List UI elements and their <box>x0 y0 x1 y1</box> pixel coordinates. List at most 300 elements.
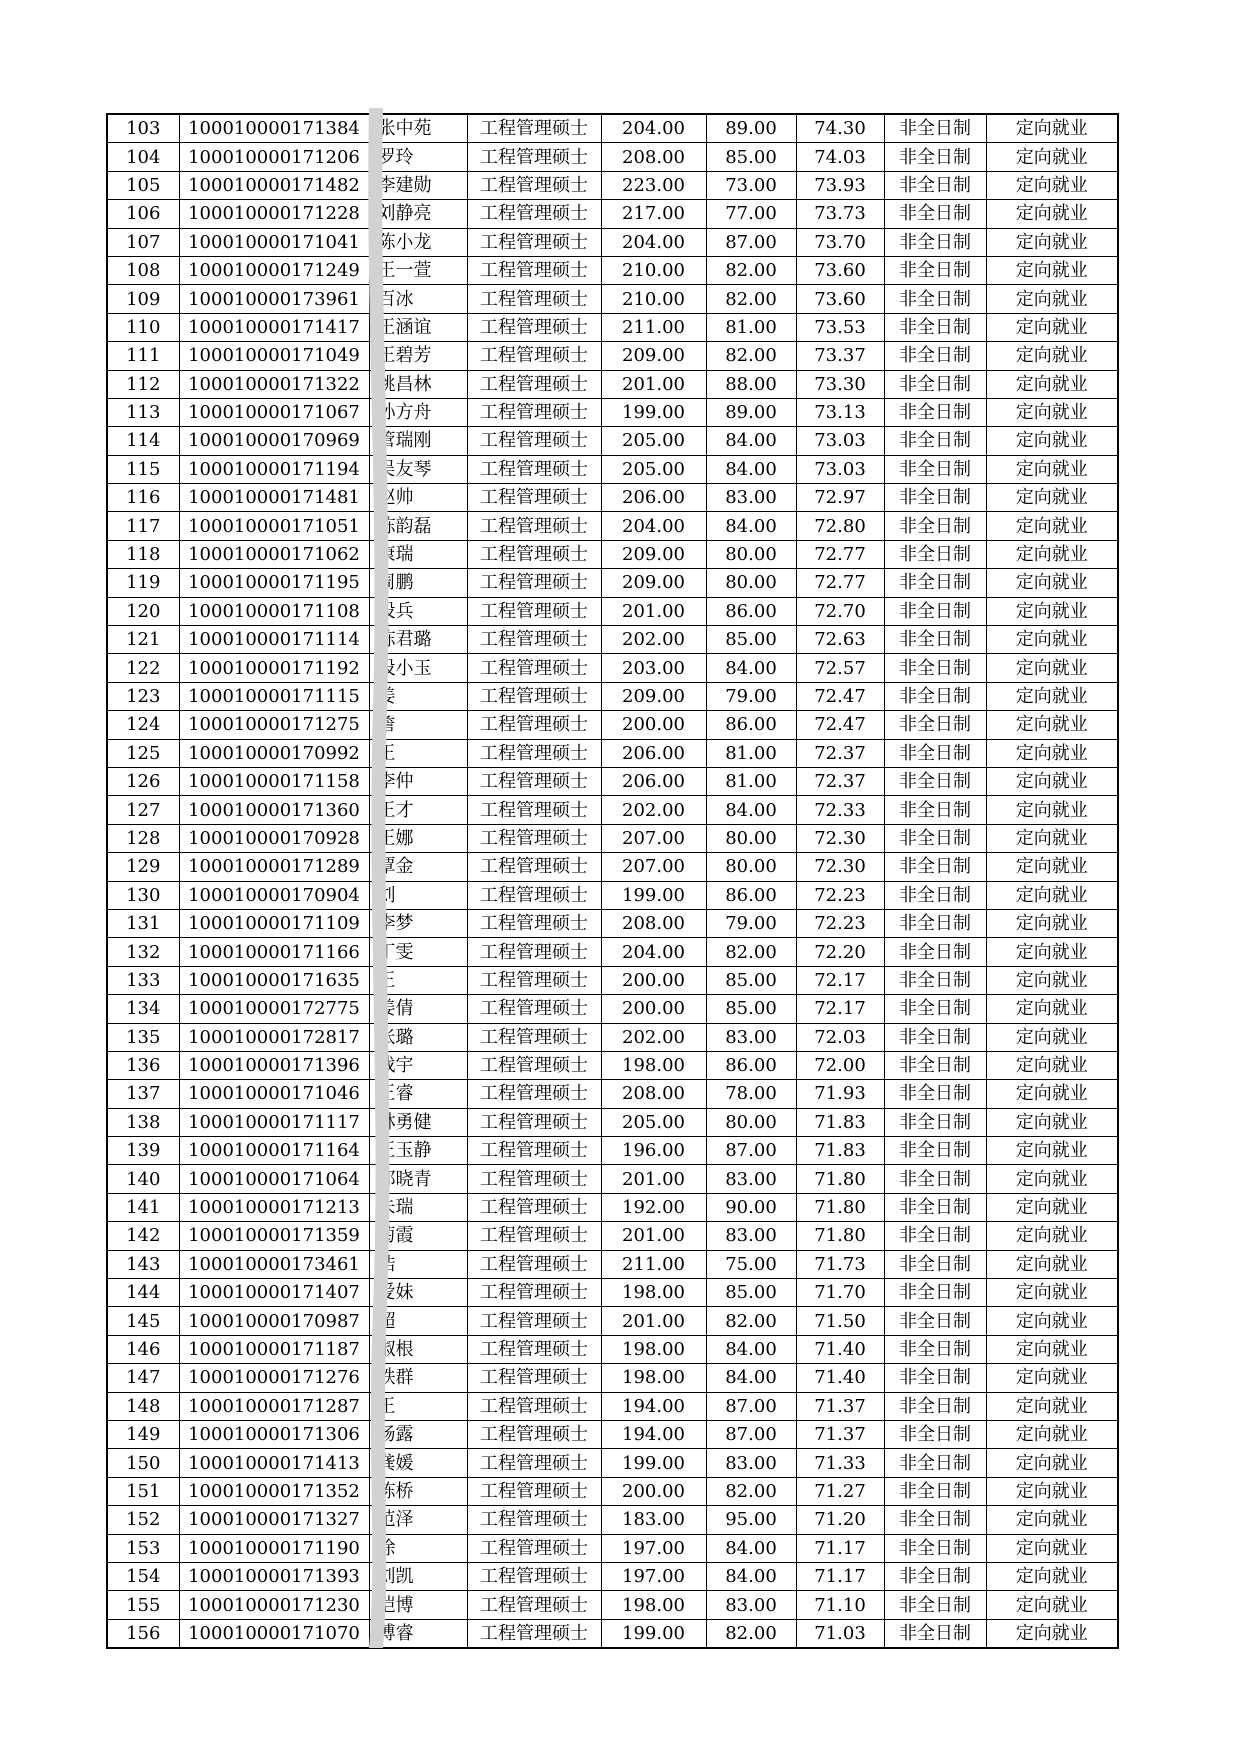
row-number-cell: 109 <box>107 285 179 313</box>
total-score-cell: 72.37 <box>796 739 884 767</box>
row-number-cell: 153 <box>107 1534 179 1562</box>
candidate-id-cell: 100010000171062 <box>179 540 369 568</box>
total-score-cell: 72.00 <box>796 1051 884 1079</box>
employment-type-cell: 定向就业 <box>986 1392 1118 1420</box>
interview-score-cell: 82.00 <box>706 1307 796 1335</box>
initial-score-cell: 199.00 <box>601 1619 706 1648</box>
initial-score-cell: 197.00 <box>601 1562 706 1590</box>
total-score-cell: 73.60 <box>796 256 884 284</box>
candidate-id-cell: 100010000171230 <box>179 1591 369 1619</box>
total-score-cell: 71.17 <box>796 1534 884 1562</box>
table-row <box>107 370 1118 398</box>
study-mode-cell: 非全日制 <box>884 824 986 852</box>
total-score-cell: 72.20 <box>796 938 884 966</box>
table-row <box>107 1307 1118 1335</box>
table-row <box>107 853 1118 881</box>
interview-score-cell: 83.00 <box>706 1023 796 1051</box>
major-cell: 工程管理硕士 <box>467 512 601 540</box>
total-score-cell: 72.23 <box>796 909 884 937</box>
initial-score-cell: 205.00 <box>601 1108 706 1136</box>
row-number-cell: 142 <box>107 1222 179 1250</box>
table-row <box>107 881 1118 909</box>
table-row <box>107 1193 1118 1221</box>
study-mode-cell: 非全日制 <box>884 739 986 767</box>
initial-score-cell: 199.00 <box>601 881 706 909</box>
initial-score-cell: 201.00 <box>601 1165 706 1193</box>
table-row <box>107 398 1118 426</box>
study-mode-cell: 非全日制 <box>884 1534 986 1562</box>
table-row <box>107 739 1118 767</box>
total-score-cell: 71.80 <box>796 1193 884 1221</box>
candidate-id-cell: 100010000171635 <box>179 966 369 994</box>
total-score-cell: 71.40 <box>796 1364 884 1392</box>
candidate-name-cell: 李仲 <box>369 767 467 795</box>
candidate-id-cell: 100010000171041 <box>179 228 369 256</box>
row-number-cell: 145 <box>107 1307 179 1335</box>
interview-score-cell: 81.00 <box>706 739 796 767</box>
candidate-id-cell: 100010000171166 <box>179 938 369 966</box>
employment-type-cell: 定向就业 <box>986 200 1118 228</box>
total-score-cell: 71.50 <box>796 1307 884 1335</box>
candidate-id-cell: 100010000171195 <box>179 569 369 597</box>
study-mode-cell: 非全日制 <box>884 114 986 143</box>
study-mode-cell: 非全日制 <box>884 398 986 426</box>
study-mode-cell: 非全日制 <box>884 597 986 625</box>
total-score-cell: 72.17 <box>796 966 884 994</box>
initial-score-cell: 204.00 <box>601 512 706 540</box>
candidate-id-cell: 100010000171194 <box>179 455 369 483</box>
study-mode-cell: 非全日制 <box>884 654 986 682</box>
initial-score-cell: 201.00 <box>601 1307 706 1335</box>
total-score-cell: 72.37 <box>796 767 884 795</box>
initial-score-cell: 199.00 <box>601 398 706 426</box>
initial-score-cell: 200.00 <box>601 1477 706 1505</box>
total-score-cell: 72.03 <box>796 1023 884 1051</box>
employment-type-cell: 定向就业 <box>986 1023 1118 1051</box>
study-mode-cell: 非全日制 <box>884 1307 986 1335</box>
table-row <box>107 1279 1118 1307</box>
interview-score-cell: 82.00 <box>706 285 796 313</box>
initial-score-cell: 200.00 <box>601 966 706 994</box>
admission-list-table <box>106 113 1119 1649</box>
initial-score-cell: 208.00 <box>601 1080 706 1108</box>
table-row <box>107 1165 1118 1193</box>
row-number-cell: 146 <box>107 1335 179 1363</box>
candidate-name-cell: 刘静亮 <box>369 200 467 228</box>
candidate-id-cell: 100010000171108 <box>179 597 369 625</box>
initial-score-cell: 199.00 <box>601 1449 706 1477</box>
candidate-name-cell: 王一萱 <box>369 256 467 284</box>
major-cell: 工程管理硕士 <box>467 1420 601 1448</box>
table-row <box>107 767 1118 795</box>
table-row <box>107 1449 1118 1477</box>
candidate-id-cell: 100010000171359 <box>179 1222 369 1250</box>
candidate-name-cell: 管瑞刚 <box>369 427 467 455</box>
interview-score-cell: 77.00 <box>706 200 796 228</box>
interview-score-cell: 87.00 <box>706 1392 796 1420</box>
total-score-cell: 72.47 <box>796 711 884 739</box>
employment-type-cell: 定向就业 <box>986 796 1118 824</box>
total-score-cell: 71.83 <box>796 1108 884 1136</box>
interview-score-cell: 75.00 <box>706 1250 796 1278</box>
candidate-name-cell: 王碧芳 <box>369 342 467 370</box>
study-mode-cell: 非全日制 <box>884 1364 986 1392</box>
employment-type-cell: 定向就业 <box>986 1279 1118 1307</box>
major-cell: 工程管理硕士 <box>467 398 601 426</box>
interview-score-cell: 80.00 <box>706 824 796 852</box>
interview-score-cell: 84.00 <box>706 455 796 483</box>
candidate-name-cell: 博睿 <box>369 1619 467 1648</box>
study-mode-cell: 非全日制 <box>884 313 986 341</box>
row-number-cell: 108 <box>107 256 179 284</box>
initial-score-cell: 198.00 <box>601 1591 706 1619</box>
total-score-cell: 73.13 <box>796 398 884 426</box>
row-number-cell: 107 <box>107 228 179 256</box>
row-number-cell: 120 <box>107 597 179 625</box>
major-cell: 工程管理硕士 <box>467 796 601 824</box>
study-mode-cell: 非全日制 <box>884 540 986 568</box>
employment-type-cell: 定向就业 <box>986 711 1118 739</box>
candidate-name-cell: 恺博 <box>369 1591 467 1619</box>
major-cell: 工程管理硕士 <box>467 995 601 1023</box>
row-number-cell: 126 <box>107 767 179 795</box>
table-row <box>107 1477 1118 1505</box>
total-score-cell: 71.10 <box>796 1591 884 1619</box>
major-cell: 工程管理硕士 <box>467 1137 601 1165</box>
row-number-cell: 143 <box>107 1250 179 1278</box>
candidate-name-cell: 姜 <box>369 682 467 710</box>
table-row <box>107 966 1118 994</box>
row-number-cell: 147 <box>107 1364 179 1392</box>
candidate-id-cell: 100010000171187 <box>179 1335 369 1363</box>
initial-score-cell: 208.00 <box>601 143 706 171</box>
candidate-name-cell: 李梦 <box>369 909 467 937</box>
major-cell: 工程管理硕士 <box>467 313 601 341</box>
total-score-cell: 72.77 <box>796 569 884 597</box>
study-mode-cell: 非全日制 <box>884 1506 986 1534</box>
candidate-id-cell: 100010000171115 <box>179 682 369 710</box>
total-score-cell: 72.97 <box>796 484 884 512</box>
candidate-name-cell: 赵帅 <box>369 484 467 512</box>
interview-score-cell: 81.00 <box>706 313 796 341</box>
initial-score-cell: 202.00 <box>601 626 706 654</box>
major-cell: 工程管理硕士 <box>467 1279 601 1307</box>
interview-score-cell: 80.00 <box>706 853 796 881</box>
major-cell: 工程管理硕士 <box>467 1392 601 1420</box>
table-row <box>107 711 1118 739</box>
initial-score-cell: 205.00 <box>601 427 706 455</box>
initial-score-cell: 201.00 <box>601 597 706 625</box>
initial-score-cell: 198.00 <box>601 1279 706 1307</box>
major-cell: 工程管理硕士 <box>467 853 601 881</box>
table-row <box>107 654 1118 682</box>
employment-type-cell: 定向就业 <box>986 1080 1118 1108</box>
row-number-cell: 150 <box>107 1449 179 1477</box>
interview-score-cell: 85.00 <box>706 626 796 654</box>
table-row <box>107 1108 1118 1136</box>
study-mode-cell: 非全日制 <box>884 1420 986 1448</box>
candidate-id-cell: 100010000171046 <box>179 1080 369 1108</box>
employment-type-cell: 定向就业 <box>986 1591 1118 1619</box>
table-row <box>107 909 1118 937</box>
candidate-id-cell: 100010000171228 <box>179 200 369 228</box>
initial-score-cell: 210.00 <box>601 285 706 313</box>
interview-score-cell: 85.00 <box>706 143 796 171</box>
initial-score-cell: 192.00 <box>601 1193 706 1221</box>
row-number-cell: 134 <box>107 995 179 1023</box>
candidate-id-cell: 100010000173461 <box>179 1250 369 1278</box>
employment-type-cell: 定向就业 <box>986 1335 1118 1363</box>
study-mode-cell: 非全日制 <box>884 1080 986 1108</box>
study-mode-cell: 非全日制 <box>884 285 986 313</box>
total-score-cell: 73.03 <box>796 427 884 455</box>
table-row <box>107 484 1118 512</box>
table-row <box>107 313 1118 341</box>
study-mode-cell: 非全日制 <box>884 256 986 284</box>
table-row <box>107 796 1118 824</box>
employment-type-cell: 定向就业 <box>986 995 1118 1023</box>
table-row <box>107 512 1118 540</box>
candidate-id-cell: 100010000171192 <box>179 654 369 682</box>
candidate-id-cell: 100010000171114 <box>179 626 369 654</box>
initial-score-cell: 196.00 <box>601 1137 706 1165</box>
study-mode-cell: 非全日制 <box>884 455 986 483</box>
table-row <box>107 1222 1118 1250</box>
employment-type-cell: 定向就业 <box>986 824 1118 852</box>
major-cell: 工程管理硕士 <box>467 767 601 795</box>
candidate-name-cell: 刘凯 <box>369 1562 467 1590</box>
row-number-cell: 114 <box>107 427 179 455</box>
candidate-id-cell: 100010000171352 <box>179 1477 369 1505</box>
table-row <box>107 1364 1118 1392</box>
candidate-id-cell: 100010000171064 <box>179 1165 369 1193</box>
candidate-id-cell: 100010000171276 <box>179 1364 369 1392</box>
major-cell: 工程管理硕士 <box>467 200 601 228</box>
interview-score-cell: 83.00 <box>706 1222 796 1250</box>
candidate-name-cell: 王睿 <box>369 1080 467 1108</box>
candidate-id-cell: 100010000171117 <box>179 1108 369 1136</box>
row-number-cell: 141 <box>107 1193 179 1221</box>
candidate-name-cell: 林勇健 <box>369 1108 467 1136</box>
major-cell: 工程管理硕士 <box>467 256 601 284</box>
study-mode-cell: 非全日制 <box>884 1193 986 1221</box>
total-score-cell: 73.37 <box>796 342 884 370</box>
total-score-cell: 72.23 <box>796 881 884 909</box>
interview-score-cell: 89.00 <box>706 114 796 143</box>
candidate-id-cell: 100010000171413 <box>179 1449 369 1477</box>
study-mode-cell: 非全日制 <box>884 1591 986 1619</box>
candidate-id-cell: 100010000171417 <box>179 313 369 341</box>
table-row <box>107 1591 1118 1619</box>
interview-score-cell: 84.00 <box>706 427 796 455</box>
total-score-cell: 72.47 <box>796 682 884 710</box>
employment-type-cell: 定向就业 <box>986 398 1118 426</box>
row-number-cell: 144 <box>107 1279 179 1307</box>
total-score-cell: 72.30 <box>796 853 884 881</box>
employment-type-cell: 定向就业 <box>986 427 1118 455</box>
candidate-name-cell: 陈小龙 <box>369 228 467 256</box>
row-number-cell: 128 <box>107 824 179 852</box>
major-cell: 工程管理硕士 <box>467 597 601 625</box>
candidate-name-cell: 超 <box>369 1307 467 1335</box>
major-cell: 工程管理硕士 <box>467 881 601 909</box>
major-cell: 工程管理硕士 <box>467 1051 601 1079</box>
candidate-name-cell: 王娜 <box>369 824 467 852</box>
interview-score-cell: 83.00 <box>706 484 796 512</box>
candidate-name-cell: 王 <box>369 739 467 767</box>
interview-score-cell: 80.00 <box>706 540 796 568</box>
total-score-cell: 71.80 <box>796 1222 884 1250</box>
study-mode-cell: 非全日制 <box>884 1250 986 1278</box>
candidate-id-cell: 100010000170969 <box>179 427 369 455</box>
interview-score-cell: 83.00 <box>706 1449 796 1477</box>
initial-score-cell: 194.00 <box>601 1392 706 1420</box>
major-cell: 工程管理硕士 <box>467 909 601 937</box>
row-number-cell: 135 <box>107 1023 179 1051</box>
candidate-name-cell: 孙方舟 <box>369 398 467 426</box>
employment-type-cell: 定向就业 <box>986 739 1118 767</box>
candidate-name-cell: 陈君璐 <box>369 626 467 654</box>
study-mode-cell: 非全日制 <box>884 1222 986 1250</box>
row-number-cell: 124 <box>107 711 179 739</box>
total-score-cell: 71.27 <box>796 1477 884 1505</box>
total-score-cell: 71.37 <box>796 1420 884 1448</box>
table-row <box>107 455 1118 483</box>
study-mode-cell: 非全日制 <box>884 682 986 710</box>
table-row <box>107 1250 1118 1278</box>
candidate-name-cell: 詹 <box>369 711 467 739</box>
candidate-id-cell: 100010000171275 <box>179 711 369 739</box>
total-score-cell: 72.17 <box>796 995 884 1023</box>
employment-type-cell: 定向就业 <box>986 1420 1118 1448</box>
interview-score-cell: 84.00 <box>706 512 796 540</box>
candidate-id-cell: 100010000171396 <box>179 1051 369 1079</box>
row-number-cell: 119 <box>107 569 179 597</box>
study-mode-cell: 非全日制 <box>884 626 986 654</box>
total-score-cell: 72.33 <box>796 796 884 824</box>
employment-type-cell: 定向就业 <box>986 512 1118 540</box>
row-number-cell: 154 <box>107 1562 179 1590</box>
row-number-cell: 113 <box>107 398 179 426</box>
study-mode-cell: 非全日制 <box>884 200 986 228</box>
row-number-cell: 116 <box>107 484 179 512</box>
candidate-name-cell: 段兵 <box>369 597 467 625</box>
table-row <box>107 228 1118 256</box>
candidate-id-cell: 100010000171287 <box>179 1392 369 1420</box>
major-cell: 工程管理硕士 <box>467 682 601 710</box>
interview-score-cell: 84.00 <box>706 654 796 682</box>
employment-type-cell: 定向就业 <box>986 1562 1118 1590</box>
study-mode-cell: 非全日制 <box>884 966 986 994</box>
interview-score-cell: 83.00 <box>706 1165 796 1193</box>
candidate-name-cell: 百冰 <box>369 285 467 313</box>
total-score-cell: 73.53 <box>796 313 884 341</box>
study-mode-cell: 非全日制 <box>884 1108 986 1136</box>
initial-score-cell: 206.00 <box>601 484 706 512</box>
initial-score-cell: 223.00 <box>601 171 706 199</box>
major-cell: 工程管理硕士 <box>467 484 601 512</box>
initial-score-cell: 210.00 <box>601 256 706 284</box>
candidate-name-cell: 覃金 <box>369 853 467 881</box>
candidate-name-cell: 郭晓青 <box>369 1165 467 1193</box>
major-cell: 工程管理硕士 <box>467 171 601 199</box>
study-mode-cell: 非全日制 <box>884 1279 986 1307</box>
study-mode-cell: 非全日制 <box>884 881 986 909</box>
total-score-cell: 71.37 <box>796 1392 884 1420</box>
total-score-cell: 71.93 <box>796 1080 884 1108</box>
interview-score-cell: 83.00 <box>706 1591 796 1619</box>
interview-score-cell: 82.00 <box>706 938 796 966</box>
row-number-cell: 140 <box>107 1165 179 1193</box>
table-row <box>107 1392 1118 1420</box>
employment-type-cell: 定向就业 <box>986 1137 1118 1165</box>
major-cell: 工程管理硕士 <box>467 114 601 143</box>
employment-type-cell: 定向就业 <box>986 1307 1118 1335</box>
total-score-cell: 73.93 <box>796 171 884 199</box>
candidate-name-cell: 淑根 <box>369 1335 467 1363</box>
initial-score-cell: 197.00 <box>601 1534 706 1562</box>
candidate-id-cell: 100010000170904 <box>179 881 369 909</box>
initial-score-cell: 198.00 <box>601 1364 706 1392</box>
candidate-name-cell: 姚昌林 <box>369 370 467 398</box>
interview-score-cell: 87.00 <box>706 228 796 256</box>
candidate-id-cell: 100010000171070 <box>179 1619 369 1648</box>
candidate-id-cell: 100010000171164 <box>179 1137 369 1165</box>
candidate-name-cell: 李建勋 <box>369 171 467 199</box>
employment-type-cell: 定向就业 <box>986 909 1118 937</box>
major-cell: 工程管理硕士 <box>467 1591 601 1619</box>
row-number-cell: 138 <box>107 1108 179 1136</box>
major-cell: 工程管理硕士 <box>467 569 601 597</box>
employment-type-cell: 定向就业 <box>986 938 1118 966</box>
interview-score-cell: 79.00 <box>706 682 796 710</box>
candidate-id-cell: 100010000171306 <box>179 1420 369 1448</box>
candidate-name-cell: 浩 <box>369 1250 467 1278</box>
employment-type-cell: 定向就业 <box>986 540 1118 568</box>
candidate-id-cell: 100010000171067 <box>179 398 369 426</box>
candidate-name-cell: 周鹏 <box>369 569 467 597</box>
candidate-name-cell: 铁群 <box>369 1364 467 1392</box>
study-mode-cell: 非全日制 <box>884 1562 986 1590</box>
candidate-name-cell: 王 <box>369 1392 467 1420</box>
candidate-name-cell: 王才 <box>369 796 467 824</box>
initial-score-cell: 204.00 <box>601 938 706 966</box>
interview-score-cell: 85.00 <box>706 995 796 1023</box>
total-score-cell: 71.17 <box>796 1562 884 1590</box>
employment-type-cell: 定向就业 <box>986 1051 1118 1079</box>
interview-score-cell: 95.00 <box>706 1506 796 1534</box>
employment-type-cell: 定向就业 <box>986 171 1118 199</box>
employment-type-cell: 定向就业 <box>986 1165 1118 1193</box>
employment-type-cell: 定向就业 <box>986 1449 1118 1477</box>
total-score-cell: 72.77 <box>796 540 884 568</box>
candidate-id-cell: 100010000173961 <box>179 285 369 313</box>
table-row <box>107 938 1118 966</box>
interview-score-cell: 82.00 <box>706 1477 796 1505</box>
initial-score-cell: 202.00 <box>601 1023 706 1051</box>
study-mode-cell: 非全日制 <box>884 767 986 795</box>
interview-score-cell: 73.00 <box>706 171 796 199</box>
initial-score-cell: 211.00 <box>601 1250 706 1278</box>
candidate-id-cell: 100010000171206 <box>179 143 369 171</box>
major-cell: 工程管理硕士 <box>467 228 601 256</box>
interview-score-cell: 84.00 <box>706 1335 796 1363</box>
major-cell: 工程管理硕士 <box>467 540 601 568</box>
interview-score-cell: 81.00 <box>706 767 796 795</box>
candidate-name-cell: 范泽 <box>369 1506 467 1534</box>
row-number-cell: 112 <box>107 370 179 398</box>
employment-type-cell: 定向就业 <box>986 1364 1118 1392</box>
